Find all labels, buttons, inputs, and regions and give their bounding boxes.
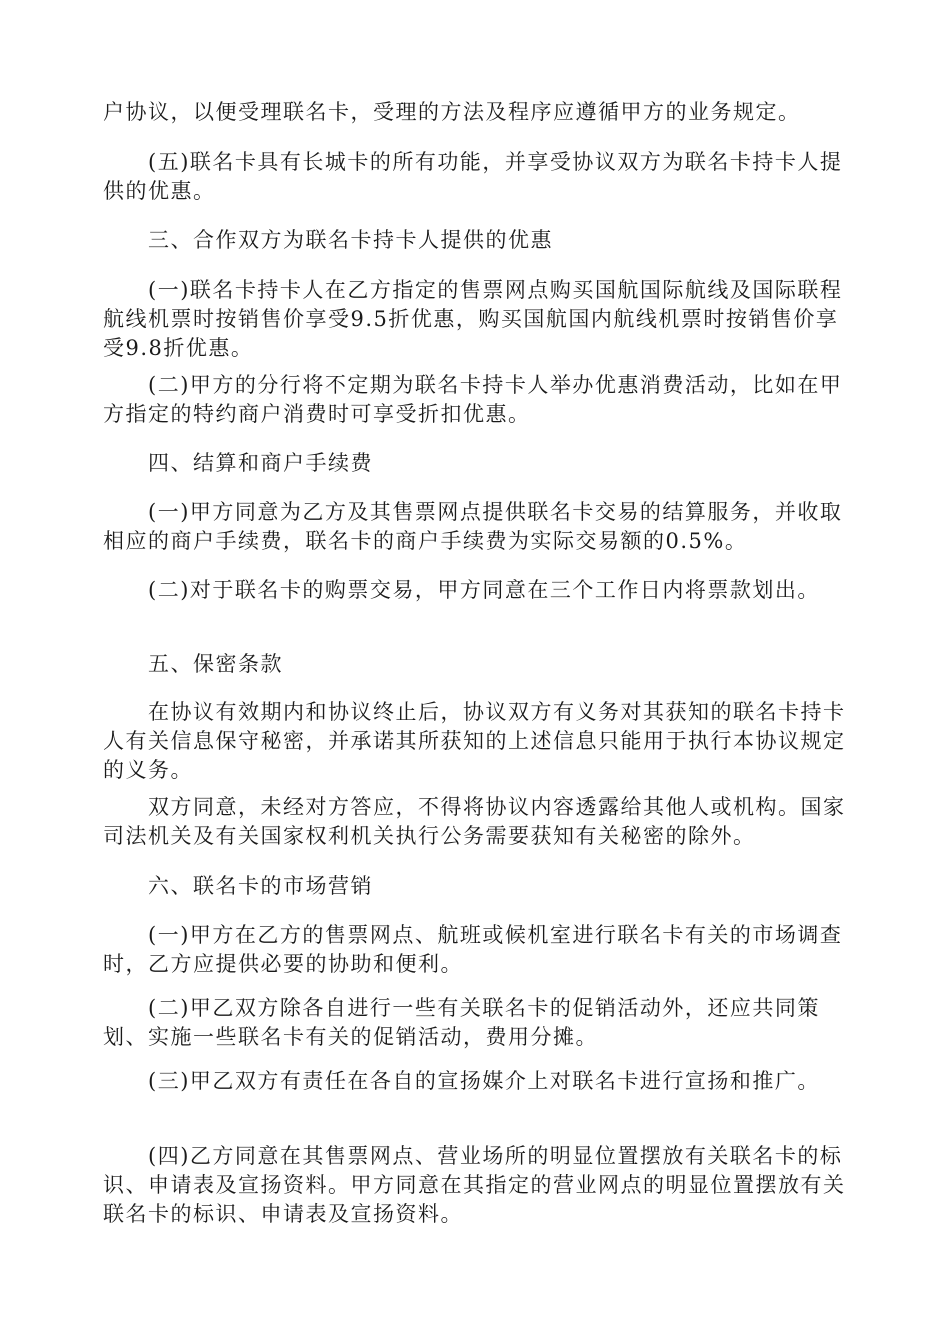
section-heading-3: 三、合作双方为联名卡持卡人提供的优惠 [148,228,553,252]
paragraph-confidentiality-1: 在协议有效期内和协议终止后，协议双方有义务对其获知的联名卡持卡人有关信息保守秘密，并承诺其所获知的上述信息只能用于执行本协议规定的义务。 [103,700,846,782]
paragraph-clause-3-2: (二)甲方的分行将不定期为联名卡持卡人举办优惠消费活动，比如在甲方指定的特约商户消费时可享受折扣优惠。 [103,373,843,426]
paragraph-clause-4-1: (一)甲方同意为乙方及其售票网点提供联名卡交易的结算服务，并收取相应的商户手续费，联名卡的商户手续费为实际交易额的0.5%。 [103,500,843,553]
section-heading-4: 四、结算和商户手续费 [148,451,373,475]
paragraph-clause-3-1: (一)联名卡持卡人在乙方指定的售票网点购买国航国际航线及国际联程航线机票时按销售价享受9.5折优惠，购买国航国内航线机票时按销售价享受9.8折优惠。 [103,278,843,360]
paragraph-clause-6-4: (四)乙方同意在其售票网点、营业场所的明显位置摆放有关联名卡的标识、申请表及宣扬资料。甲方同意在其指定的营业网点的明显位置摆放有关联名卡的标识、申请表及宣扬资料。 [103,1144,846,1226]
paragraph-continuation: 户协议，以便受理联名卡，受理的方法及程序应遵循甲方的业务规定。 [103,100,801,124]
paragraph-clause-6-3: (三)甲乙双方有责任在各自的宣扬媒介上对联名卡进行宣扬和推广。 [148,1069,820,1093]
paragraph-clause-6-1: (一)甲方在乙方的售票网点、航班或候机室进行联名卡有关的市场调查时，乙方应提供必要的协助和便利。 [103,923,843,976]
section-heading-6: 六、联名卡的市场营销 [148,874,373,898]
paragraph-clause-4-2: (二)对于联名卡的购票交易，甲方同意在三个工作日内将票款划出。 [148,578,820,602]
paragraph-clause-2-5: (五)联名卡具有长城卡的所有功能，并享受协议双方为联名卡持卡人提供的优惠。 [103,150,843,203]
section-heading-5: 五、保密条款 [148,652,283,676]
paragraph-confidentiality-2: 双方同意，未经对方答应，不得将协议内容透露给其他人或机构。国家司法机关及有关国家权利机关执行公务需要获知有关秘密的除外。 [103,795,846,848]
paragraph-clause-6-2: (二)甲乙双方除各自进行一些有关联名卡的促销活动外，还应共同策划、实施一些联名卡有关的促销活动，费用分摊。 [103,996,820,1049]
